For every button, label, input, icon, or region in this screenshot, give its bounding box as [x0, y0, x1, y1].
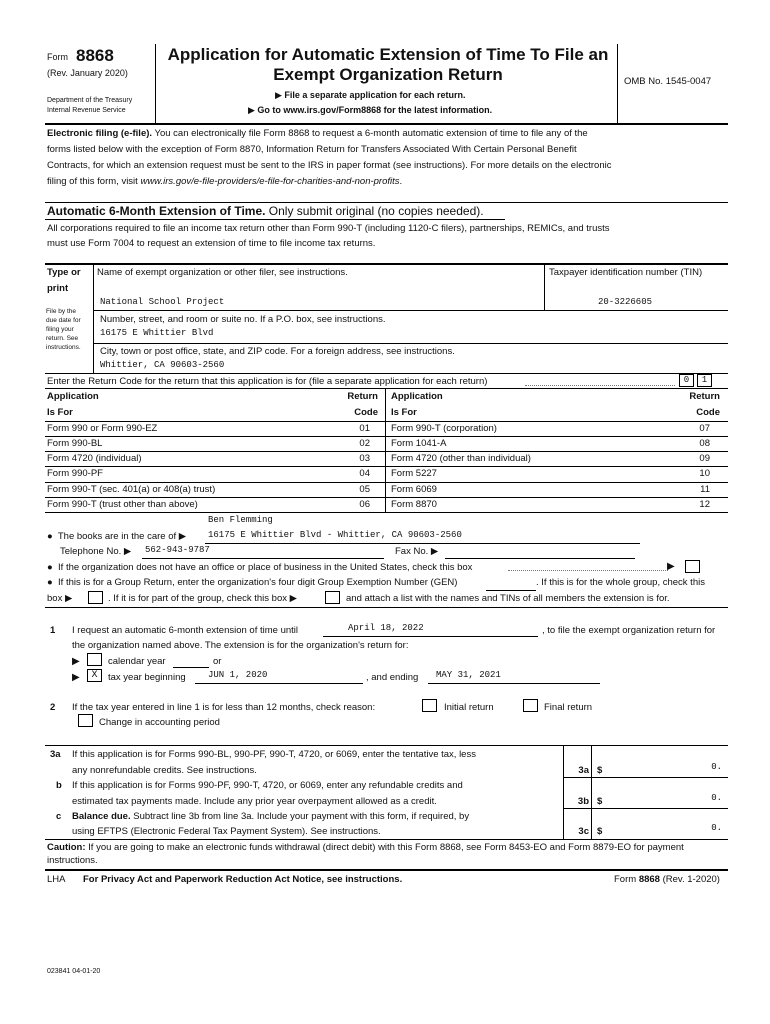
arrow-right-icon: ▶	[178, 531, 187, 542]
instruction-1: ▶ File a separate application for each return.	[275, 90, 466, 100]
omb-number: OMB No. 1545-0047	[624, 76, 712, 87]
no-us-office-checkbox[interactable]	[685, 560, 700, 573]
final-return-label: Final return	[544, 702, 593, 713]
line-3c-text-2: using EFTPS (Electronic Federal Tax Payment System). See instructions.	[72, 826, 381, 837]
department-line: Department of the Treasury	[47, 97, 133, 104]
lha-label: LHA	[47, 874, 66, 885]
telephone-field[interactable]: 562-943-9787	[145, 545, 210, 555]
org-name-label: Name of exempt organization or other filer, see instructions.	[97, 267, 348, 278]
tin-label: Taxpayer identification number (TIN)	[549, 267, 703, 278]
file-by-note: File by the due date for filing your return. See instructions.	[46, 308, 81, 351]
return-code-prompt: Enter the Return Code for the return that this application is for (file a separate application for each return)	[47, 376, 488, 387]
calendar-year-checkbox[interactable]	[87, 653, 102, 666]
efile-line3: Contracts, for which an extension request must be sent to the IRS in paper format (see instructions). For more details on the electronic	[47, 160, 612, 171]
table-row: Form 990-BL	[47, 438, 103, 449]
books-address-field[interactable]: 16175 E Whittier Blvd - Whittier, CA 90603-2560	[208, 530, 462, 540]
change-accounting-label: Change in accounting period	[99, 717, 220, 728]
extension-date-field[interactable]: April 18, 2022	[348, 623, 424, 633]
calendar-year-label: calendar year	[108, 656, 166, 667]
form-title-line1: Application for Automatic Extension of Time To File an	[167, 45, 609, 64]
corporations-note-1: All corporations required to file an income tax return other than Form 990-T (including 1120-C filers), partnerships, REMICs, and trusts	[47, 223, 610, 234]
caution-text: Caution: If you are going to make an electronic funds withdrawal (direct debit) with this Form 8868, see Form 8453-EO and Form 8879-EO for payment	[47, 842, 684, 853]
group-box-label: box ▶	[47, 593, 73, 604]
dollar-sign: $	[597, 796, 603, 807]
attach-list-text: and attach a list with the names and TINs of all members the extension is for.	[346, 593, 670, 604]
return-code-digit-1[interactable]: 0	[679, 374, 694, 387]
col-code-right: Code	[696, 407, 720, 418]
arrow-right-icon: ▶	[123, 546, 132, 557]
line-3b-text-2: estimated tax payments made. Include any prior year overpayment allowed as a credit.	[72, 796, 437, 807]
return-code-digit-2[interactable]: 1	[697, 374, 712, 387]
col-application-right: Application	[391, 391, 443, 402]
bullet-icon: ●	[47, 562, 53, 573]
efile-line1: You can electronically file Form 8868 to request a 6-month automatic extension of time to file any of the	[152, 128, 588, 139]
city-field[interactable]: Whittier, CA 90603-2560	[100, 360, 225, 370]
final-return-checkbox[interactable]	[523, 699, 538, 712]
line-3b-box-label: 3b	[577, 796, 589, 807]
col-is-for: Is For	[47, 407, 73, 418]
table-row: Form 4720 (individual)	[47, 453, 142, 464]
bullet-icon: ●	[47, 577, 53, 588]
line-1-number: 1	[50, 625, 56, 636]
fax-label: Fax No. ▶	[395, 546, 439, 557]
table-row: Form 990 or Form 990-EZ	[47, 423, 158, 434]
privacy-notice: For Privacy Act and Paperwork Reduction Act Notice, see instructions.	[83, 874, 403, 885]
line-3b-text-1: If this application is for Forms 990-PF, 990-T, 4720, or 6069, enter any refundable credits and	[72, 780, 463, 791]
street-field[interactable]: 16175 E Whittier Blvd	[100, 328, 214, 338]
arrow-right-icon: ▶	[64, 593, 73, 604]
dollar-sign: $	[597, 765, 603, 776]
line-1-text: I request an automatic 6-month extension of time until	[72, 625, 299, 636]
arrow-right-icon: ▶	[430, 546, 439, 557]
section-heading: Automatic 6-Month Extension of Time. Only submit original (no copies needed).	[47, 204, 484, 218]
form-word: Form	[47, 52, 68, 62]
line-3c-box-label: 3c	[578, 826, 589, 837]
line-2-text: If the tax year entered in line 1 is for less than 12 months, check reason:	[72, 702, 376, 713]
table-row: Form 990-T (sec. 401(a) or 408(a) trust)	[47, 484, 216, 495]
line-3a-text-2: any nonrefundable credits. See instructions.	[72, 765, 257, 776]
revision-date: (Rev. January 2020)	[47, 68, 128, 78]
col-is-for-right: Is For	[391, 407, 417, 418]
whole-group-checkbox[interactable]	[88, 591, 103, 604]
tax-year-begin-field[interactable]: JUN 1, 2020	[208, 670, 268, 680]
initial-return-checkbox[interactable]	[422, 699, 437, 712]
line-3b-number: b	[56, 780, 62, 791]
arrow-right-icon: ▶	[667, 561, 675, 572]
form-number: 8868	[76, 46, 114, 65]
initial-return-label: Initial return	[444, 702, 494, 713]
line-3b-amount-field[interactable]: 0.	[711, 793, 722, 803]
telephone-label: Telephone No. ▶	[60, 546, 132, 557]
books-care-name-field[interactable]: Ben Flemming	[208, 515, 273, 525]
arrow-right-icon: ▶	[275, 90, 285, 100]
efile-url[interactable]: www.irs.gov/e-file-providers/e-file-for-charities-and-non-profits	[140, 176, 400, 187]
line-3c-number: c	[56, 811, 62, 822]
type-or-print-label: Type or	[47, 267, 81, 278]
part-group-text: . If it is for part of the group, check this box ▶	[108, 593, 297, 604]
part-group-checkbox[interactable]	[325, 591, 340, 604]
efile-lead: Electronic filing (e-file).	[47, 128, 153, 139]
footer-form-id: Form 8868 (Rev. 1-2020)	[614, 874, 720, 885]
tin-field[interactable]: 20-3226605	[598, 297, 653, 307]
org-name-field[interactable]: National School Project	[100, 297, 225, 307]
efile-line2: forms listed below with the exception of Form 8870, Information Return for Transfers Associated With Certain Personal Benefit	[47, 144, 577, 155]
col-code: Code	[354, 407, 378, 418]
arrow-right-icon: ▶	[72, 672, 80, 683]
table-row: Form 990-T (trust other than above)	[47, 499, 198, 510]
or-label: or	[213, 656, 222, 667]
tax-year-checkbox[interactable]: X	[87, 669, 102, 682]
print-label: print	[47, 283, 69, 294]
col-return: Return	[347, 391, 378, 402]
street-label: Number, street, and room or suite no. If a P.O. box, see instructions.	[100, 314, 386, 325]
group-return-text-b: . If this is for the whole group, check this	[536, 577, 705, 588]
arrow-right-icon: ▶	[289, 593, 297, 604]
arrow-right-icon: ▶	[248, 105, 258, 115]
corporations-note-2: must use Form 7004 to request an extension of time to file income tax returns.	[47, 238, 376, 249]
line-3a-text-1: If this application is for Forms 990-BL, 990-PF, 990-T, 4720, or 6069, enter the tentative tax, less	[72, 749, 476, 760]
group-return-text: ● If this is for a Group Return, enter the organization's four digit Group Exemption Number (GEN)	[47, 577, 458, 588]
line-1-text-c: the organization named above. The extension is for the organization's return for:	[72, 640, 409, 651]
instruction-2: ▶ Go to www.irs.gov/Form8868 for the latest information.	[248, 105, 493, 115]
caution-text-2: instructions.	[47, 855, 98, 866]
form-title-line2: Exempt Organization Return	[273, 65, 503, 84]
line-3a-number: 3a	[50, 749, 61, 760]
books-care-label: ● The books are in the care of ▶	[47, 531, 187, 542]
col-return-right: Return	[689, 391, 720, 402]
efile-line4: filing of this form, visit	[47, 176, 141, 187]
line-3c-text-1: Balance due. Subtract line 3b from line 3a. Include your payment with this form, if required, by	[72, 811, 470, 822]
agency-line: Internal Revenue Service	[47, 107, 126, 114]
change-accounting-checkbox[interactable]	[78, 714, 93, 727]
table-row: Form 990-PF	[47, 468, 103, 479]
col-application: Application	[47, 391, 99, 402]
tax-year-end-field[interactable]: MAY 31, 2021	[436, 670, 501, 680]
no-us-office-text: ● If the organization does not have an office or place of business in the United States, check this box	[47, 562, 473, 573]
dollar-sign: $	[597, 826, 603, 837]
ending-label: , and ending	[366, 672, 419, 683]
line-3a-box-label: 3a	[578, 765, 589, 776]
line-1-text-b: , to file the exempt organization return for	[542, 625, 716, 636]
line-3c-amount-field[interactable]: 0.	[711, 823, 722, 833]
tax-year-label: tax year beginning	[108, 672, 186, 683]
bullet-icon: ●	[47, 531, 53, 542]
city-label: City, town or post office, state, and ZIP code. For a foreign address, see instructions.	[100, 346, 455, 357]
line-3a-amount-field[interactable]: 0.	[711, 762, 722, 772]
catalog-code: 023841 04-01-20	[47, 968, 101, 975]
line-2-number: 2	[50, 702, 56, 713]
arrow-right-icon: ▶	[72, 656, 80, 667]
